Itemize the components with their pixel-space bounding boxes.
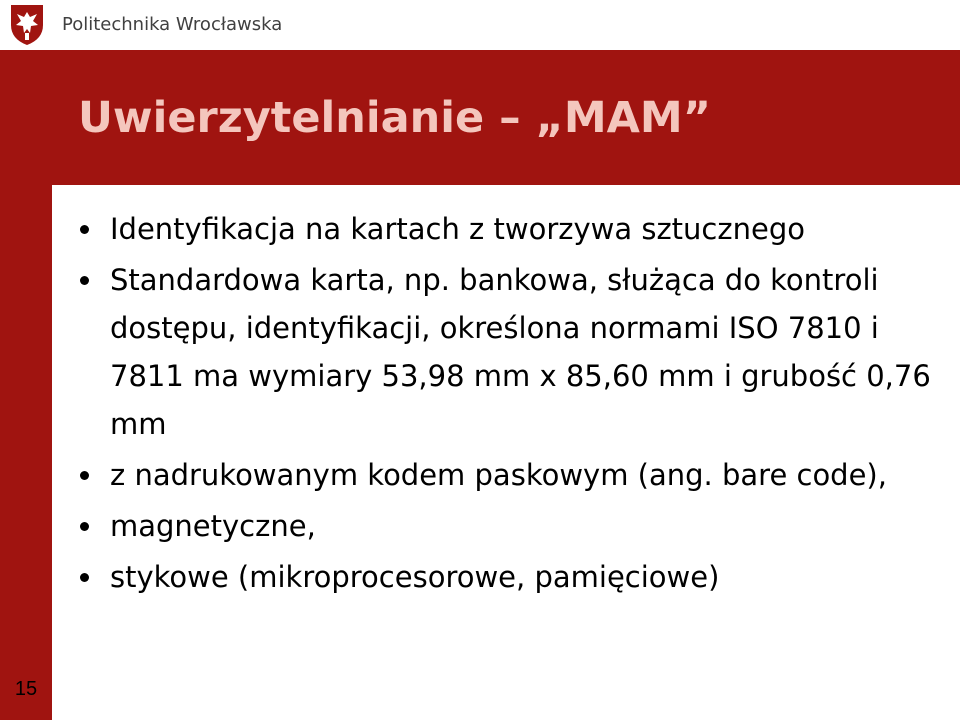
bullet-icon [80, 225, 89, 234]
list-item-text: stykowe (mikroprocesorowe, pamięciowe) [110, 560, 720, 594]
bullet-icon [80, 276, 89, 285]
university-name: Politechnika Wrocławska [62, 14, 283, 35]
list-item-text: magnetyczne, [110, 509, 316, 543]
bullet-icon [80, 471, 89, 480]
left-sidebar-band [0, 50, 52, 720]
list-item [78, 205, 938, 253]
bullet-icon [80, 522, 89, 531]
slide-title: Uwierzytelnianie – „MAM” [78, 93, 711, 143]
list-item [78, 256, 938, 448]
page-number: 15 [14, 678, 38, 700]
list-item-text: Identyfikacja na kartach z tworzywa sztucznego [110, 212, 805, 246]
university-eagle-logo-icon [8, 3, 46, 47]
list-item [78, 451, 938, 499]
list-item-text: Standardowa karta, np. bankowa, służąca do kontroli dostępu, identyfikacji, określona normami ISO 7810 i 7811 ma wymiary 53,98 mm x 85,60 mm i grubość 0,76 mm [110, 263, 931, 441]
list-item [78, 553, 938, 601]
list-item-text: z nadrukowanym kodem paskowym (ang. bare code), [110, 458, 887, 492]
list-item [78, 502, 938, 550]
bullet-list [78, 205, 938, 604]
bullet-icon [80, 573, 89, 582]
